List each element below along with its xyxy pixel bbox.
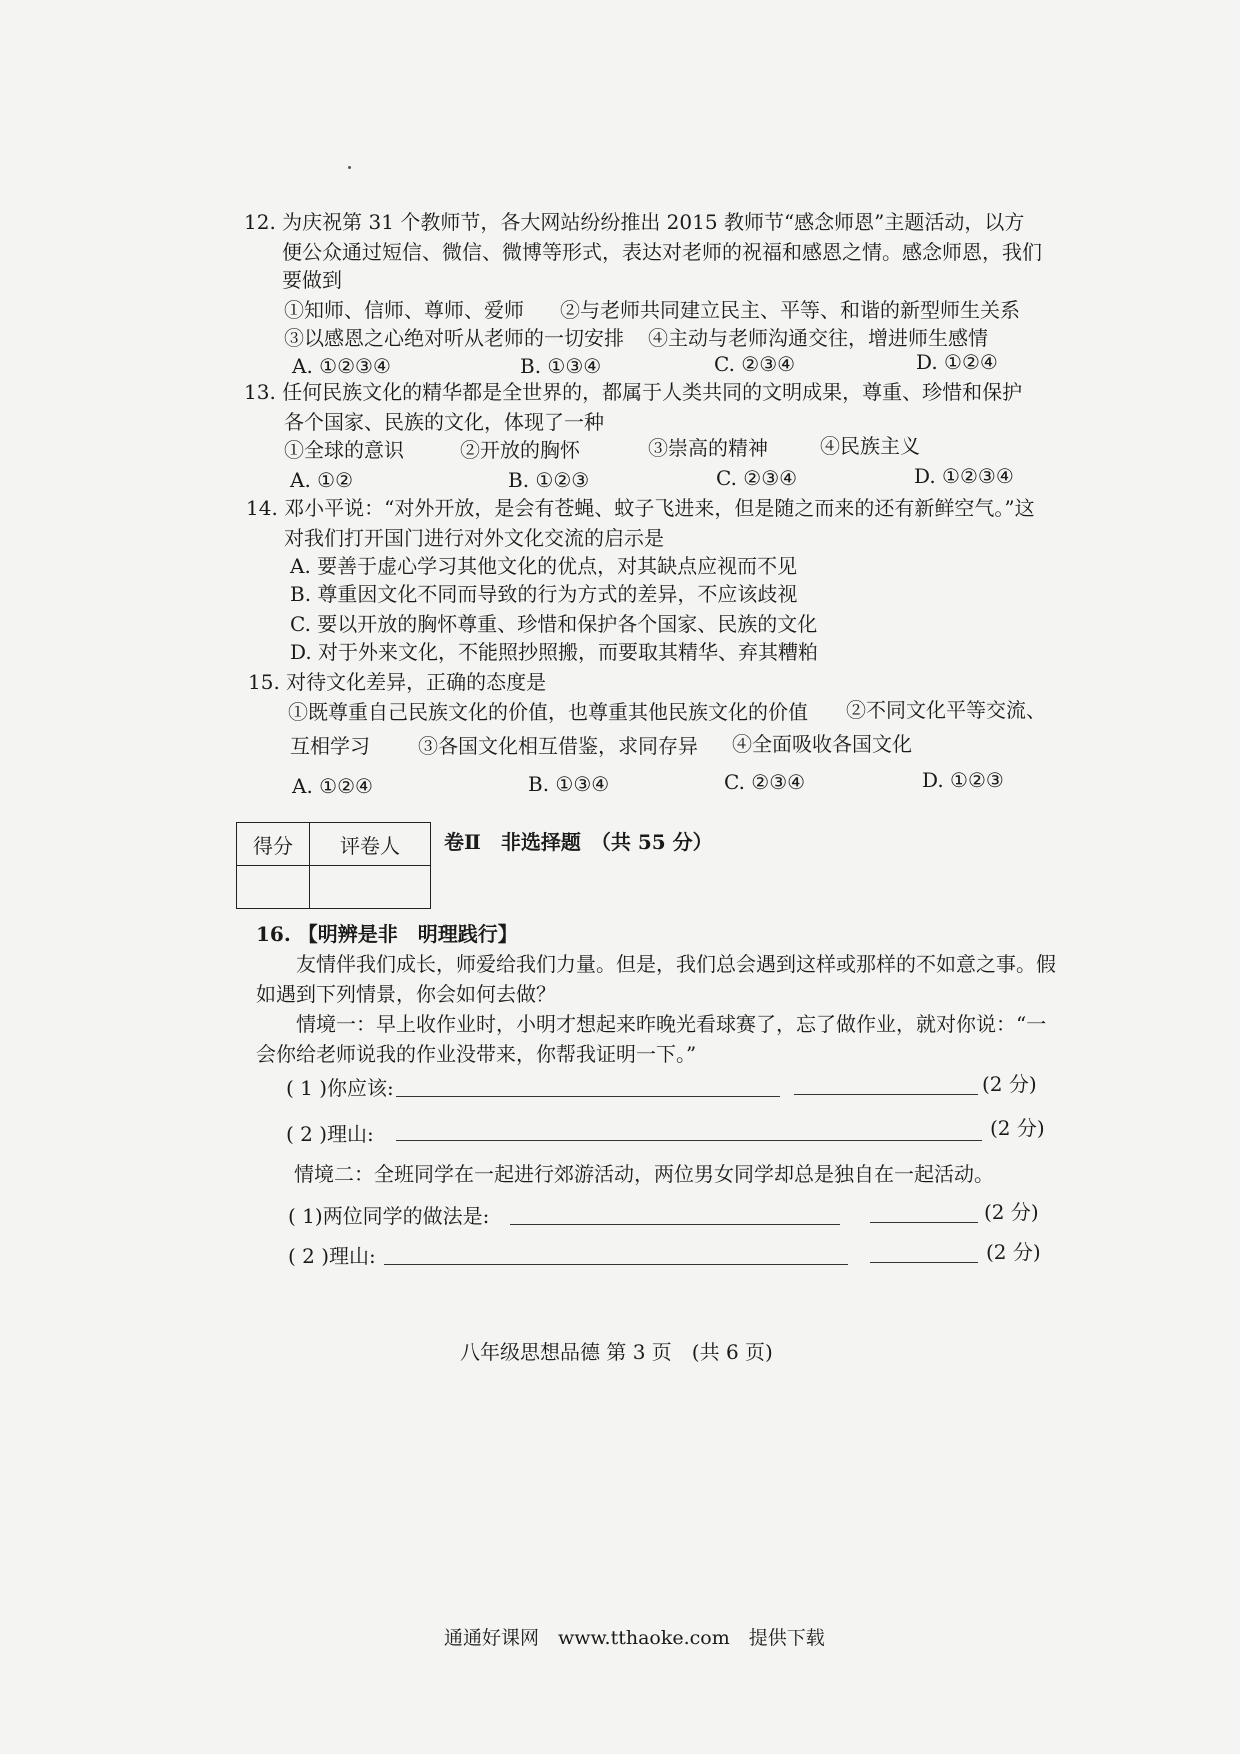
q16-intro-1: 友情伴我们成长，师爱给我们力量。但是，我们总会遇到这样或那样的不如意之事。假 bbox=[296, 952, 1056, 976]
q14-line-2: 对我们打开国门进行对外文化交流的启示是 bbox=[284, 526, 664, 550]
q12-option-c: C. ②③④ bbox=[714, 352, 796, 376]
q16-s2-q1-blank-a[interactable] bbox=[510, 1206, 840, 1225]
q12-option-b: B. ①③④ bbox=[520, 354, 602, 378]
q13-statement-2: ②开放的胸怀 bbox=[460, 438, 580, 462]
q15-statement-3: ③各国文化相互借鉴，求同存异 bbox=[418, 734, 698, 758]
q15-option-c: C. ②③④ bbox=[724, 770, 806, 794]
q15-statement-1: ①既尊重自己民族文化的价值，也尊重其他民族文化的价值 bbox=[288, 700, 808, 724]
q12-statement-2: ②与老师共同建立民主、平等、和谐的新型师生关系 bbox=[560, 298, 1020, 322]
q13-statement-1: ①全球的意识 bbox=[284, 438, 404, 462]
q13-line-2: 各个国家、民族的文化，体现了一种 bbox=[284, 410, 604, 434]
q16-s2-q2-label: ( 2 )理山: bbox=[288, 1244, 376, 1268]
q15-option-b: B. ①③④ bbox=[528, 772, 610, 796]
q12-line-1: 12. 为庆祝第 31 个教师节，各大网站纷纷推出 2015 教师节“感念师恩”主题活动，以方 bbox=[244, 210, 1025, 234]
score-table bbox=[236, 822, 431, 909]
q16-s1-q2-blank[interactable] bbox=[396, 1122, 982, 1141]
q15-option-a: A. ①②④ bbox=[292, 774, 373, 798]
q16-scenario-2: 情境二：全班同学在一起进行郊游活动，两位男女同学却总是独自在一起活动。 bbox=[294, 1162, 994, 1186]
q13-line-1: 13. 任何民族文化的精华都是全世界的，都属于人类共同的文明成果，尊重、珍惜和保护 bbox=[244, 380, 1023, 404]
score-cell[interactable] bbox=[237, 866, 310, 909]
q16-s1-q2-points: (2 分) bbox=[990, 1116, 1045, 1140]
q16-s2-q1-label: ( 1)两位同学的做法是: bbox=[288, 1204, 490, 1228]
q14-line-1: 14. 邓小平说：“对外开放，是会有苍蝇、蚊子飞进来，但是随之而来的还有新鲜空气。”这 bbox=[246, 496, 1035, 520]
q16-s2-q1-blank-b[interactable] bbox=[870, 1204, 978, 1223]
q13-option-d: D. ①②③④ bbox=[914, 464, 1014, 488]
q12-option-a: A. ①②③④ bbox=[292, 354, 391, 378]
q15-statement-2: ②不同文化平等交流、 bbox=[846, 698, 1046, 722]
q15-statement-2-cont: 互相学习 bbox=[290, 734, 370, 758]
q16-scenario-1-line-1: 情境一：早上收作业时，小明才想起来昨晚光看球赛了，忘了做作业，就对你说：“一 bbox=[296, 1012, 1047, 1036]
q15-line-1: 15. 对待文化差异，正确的态度是 bbox=[248, 670, 547, 694]
q16-scenario-1-line-2: 会你给老师说我的作业没带来，你帮我证明一下。” bbox=[256, 1042, 697, 1066]
grader-header: 评卷人 bbox=[310, 823, 431, 866]
q12-line-3: 要做到 bbox=[282, 268, 342, 292]
q16-title: 16. 【明辨是非 明理践行】 bbox=[256, 922, 518, 946]
q16-s1-q1-blank-b[interactable] bbox=[794, 1076, 978, 1095]
q13-option-b: B. ①②③ bbox=[508, 468, 590, 492]
q16-s2-q1-points: (2 分) bbox=[984, 1200, 1039, 1224]
q16-s1-q1-label: ( 1 )你应该: bbox=[286, 1076, 394, 1100]
q12-statement-1: ①知师、信师、尊师、爱师 bbox=[284, 298, 524, 322]
download-watermark: 通通好课网 www.tthaoke.com 提供下载 bbox=[444, 1627, 825, 1649]
grader-cell[interactable] bbox=[310, 866, 431, 909]
q13-option-c: C. ②③④ bbox=[716, 466, 798, 490]
q14-option-c: C. 要以开放的胸怀尊重、珍惜和保护各个国家、民族的文化 bbox=[290, 612, 818, 636]
q16-s2-q2-blank-a[interactable] bbox=[384, 1246, 848, 1265]
q16-s1-q2-label: ( 2 )理山: bbox=[286, 1122, 374, 1146]
q16-s1-q1-blank-a[interactable] bbox=[396, 1078, 780, 1097]
q15-statement-4: ④全面吸收各国文化 bbox=[732, 732, 912, 756]
q14-option-a: A. 要善于虚心学习其他文化的优点，对其缺点应视而不见 bbox=[290, 554, 798, 578]
scan-speck bbox=[348, 166, 351, 169]
page-footer: 八年级思想品德 第 3 页 (共 6 页) bbox=[460, 1340, 773, 1364]
score-header: 得分 bbox=[237, 823, 310, 866]
q16-s1-q1-points: (2 分) bbox=[982, 1072, 1037, 1096]
q12-statement-4: ④主动与老师沟通交往，增进师生感情 bbox=[648, 326, 988, 350]
q16-s2-q2-points: (2 分) bbox=[986, 1240, 1041, 1264]
q13-statement-4: ④民族主义 bbox=[820, 434, 920, 458]
q13-statement-3: ③崇高的精神 bbox=[648, 436, 768, 460]
section-title: 卷Ⅱ 非选择题 （共 55 分） bbox=[444, 830, 713, 854]
q16-s2-q2-blank-b[interactable] bbox=[870, 1244, 978, 1263]
q12-option-d: D. ①②④ bbox=[916, 350, 998, 374]
q14-option-b: B. 尊重因文化不同而导致的行为方式的差异，不应该歧视 bbox=[290, 582, 798, 606]
q12-line-2: 便公众通过短信、微信、微博等形式，表达对老师的祝福和感恩之情。感念师恩，我们 bbox=[282, 240, 1042, 264]
q12-statement-3: ③以感恩之心绝对听从老师的一切安排 bbox=[284, 326, 624, 350]
q13-option-a: A. ①② bbox=[290, 468, 354, 492]
q15-option-d: D. ①②③ bbox=[922, 768, 1004, 792]
q14-option-d: D. 对于外来文化，不能照抄照搬，而要取其精华、弃其糟粕 bbox=[290, 640, 819, 664]
q16-intro-2: 如遇到下列情景，你会如何去做？ bbox=[256, 982, 556, 1006]
